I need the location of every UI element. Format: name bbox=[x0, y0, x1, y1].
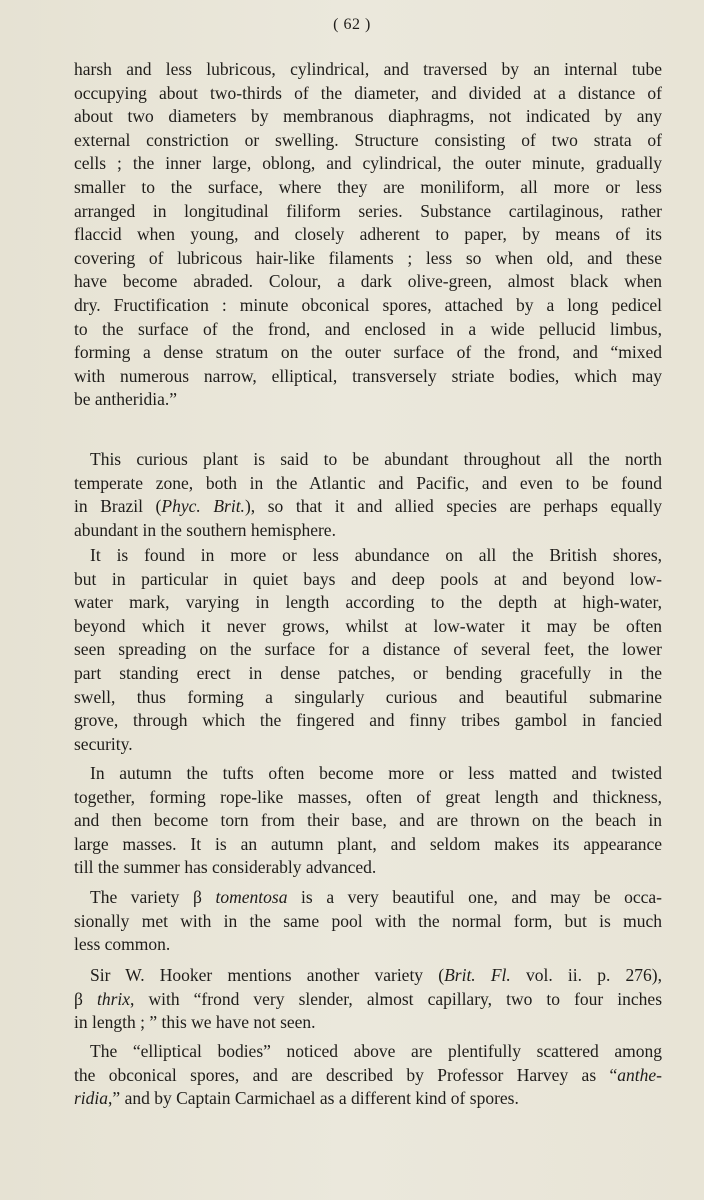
text-line: seen spreading on the surface for a distance of several feet, the lower bbox=[74, 639, 662, 660]
text-line: grove, through which the fingered and finny tribes gambol in fancied bbox=[74, 710, 662, 731]
text-line: flaccid when young, and closely adherent to paper, by means of its bbox=[74, 224, 662, 245]
text-line: abundant in the southern hemisphere. bbox=[74, 519, 336, 540]
paragraph-description bbox=[74, 58, 662, 412]
text-line: swell, thus forming a singularly curious and beautiful submarine bbox=[74, 686, 662, 707]
text-line: and then become torn from their base, and are thrown on the beach in bbox=[74, 810, 662, 831]
text-line: forming a dense stratum on the outer surface of the frond, and “mixed bbox=[74, 342, 662, 363]
text-line: but in particular in quiet bays and deep pools at and beyond low- bbox=[74, 568, 662, 589]
paragraph-variety-tomentosa bbox=[74, 886, 662, 957]
text-line: cells ; the inner large, oblong, and cylindrical, the outer minute, gradually bbox=[74, 153, 662, 174]
paragraph-distribution bbox=[74, 448, 662, 542]
text-line: This curious plant is said to be abundant throughout all the north bbox=[90, 449, 662, 469]
text-line: about two diameters by membranous diaphragms, not indicated by any bbox=[74, 106, 662, 127]
text-line: in length ; ” this we have not seen. bbox=[74, 1012, 316, 1033]
text-line: temperate zone, both in the Atlantic and Pacific, and even to be found bbox=[74, 472, 662, 493]
text-line: external constriction or swelling. Structure consisting of two strata of bbox=[74, 129, 662, 150]
text-line: be antheridia.” bbox=[74, 389, 178, 410]
text-line: to the surface of the frond, and enclosed in a wide pellucid limbus, bbox=[74, 318, 662, 339]
text-line: In autumn the tufts often become more or less matted and twisted bbox=[90, 763, 662, 783]
paragraph-habitat bbox=[74, 544, 662, 756]
text-line: security. bbox=[74, 733, 133, 754]
text-line: smaller to the surface, where they are moniliform, all more or less bbox=[74, 176, 662, 197]
text-line: covering of lubricous hair-like filaments ; less so when old, and these bbox=[74, 247, 662, 268]
text-line: sionally met with in the same pool with the normal form, but is much bbox=[74, 910, 662, 931]
paragraph-variety-thrix bbox=[74, 964, 662, 1035]
paragraph-autumn bbox=[74, 762, 662, 880]
text-line: β thrix, with “frond very slender, almost capillary, two to four inches bbox=[74, 988, 663, 1009]
text-line: large masses. It is an autumn plant, and seldom makes its appearance bbox=[74, 833, 662, 854]
paragraph-elliptical-bodies bbox=[74, 1040, 662, 1111]
text-line: beyond which it never grows, whilst at low-water it may be often bbox=[74, 615, 662, 636]
text-line: less common. bbox=[74, 934, 171, 955]
text-line: ridia,” and by Captain Carmichael as a different kind of spores. bbox=[74, 1088, 519, 1109]
text-line: Sir W. Hooker mentions another variety (Brit. Fl. vol. ii. p. 276), bbox=[90, 965, 662, 985]
text-line: occupying about two-thirds of the diameter, and divided at a distance of bbox=[74, 82, 662, 103]
text-line: The “elliptical bodies” noticed above are plentifully scattered among bbox=[90, 1041, 662, 1061]
text-line: water mark, varying in length according to the depth at high-water, bbox=[74, 592, 662, 613]
text-line: with numerous narrow, elliptical, transversely striate bodies, which may bbox=[74, 365, 662, 386]
text-line: harsh and less lubricous, cylindrical, and traversed by an internal tube bbox=[74, 59, 662, 79]
text-line: the obconical spores, and are described by Professor Harvey as “anthe- bbox=[74, 1064, 662, 1085]
text-line: together, forming rope-like masses, often of great length and thickness, bbox=[74, 786, 662, 807]
text-line: dry. Fructification : minute obconical spores, attached by a long pedicel bbox=[74, 294, 662, 315]
text-line: It is found in more or less abundance on all the British shores, bbox=[90, 545, 662, 565]
text-line: The variety β tomentosa is a very beautiful one, and may be occa- bbox=[90, 887, 663, 907]
text-line: arranged in longitudinal filiform series. Substance cartilaginous, rather bbox=[74, 200, 662, 221]
text-line: part standing erect in dense patches, or bending gracefully in the bbox=[74, 662, 662, 683]
text-line: in Brazil (Phyc. Brit.), so that it and allied species are perhaps equally bbox=[74, 496, 662, 517]
text-line: have become abraded. Colour, a dark olive-green, almost black when bbox=[74, 271, 662, 292]
text-line: till the summer has considerably advanced. bbox=[74, 857, 377, 878]
page-number: ( 62 ) bbox=[333, 16, 371, 33]
